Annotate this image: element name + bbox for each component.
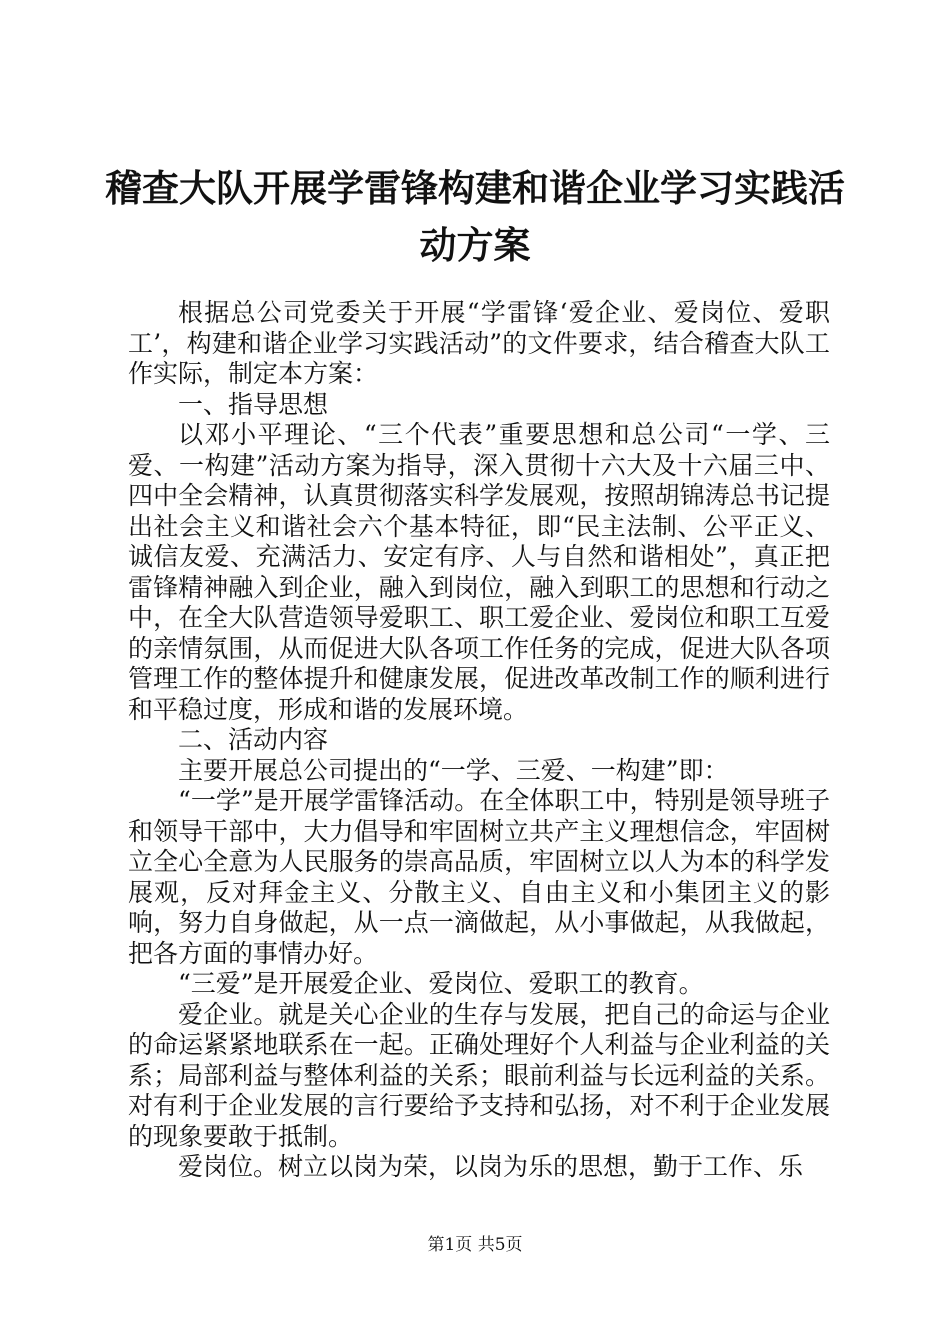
paragraph-three-loves: “三爱”是开展爱企业、爱岗位、爱职工的教育。: [178, 969, 704, 998]
paragraph-main-activities: 主要开展总公司提出的“一学、三爱、一构建”即：: [178, 755, 729, 785]
document-title: 稽查大队开展学雷锋构建和谐企业学习实践活动方案: [105, 166, 845, 267]
paragraph-love-enterprise: 爱企业。就是关心企业的生存与发展，把自己的命运与企业的命运紧紧地联系在一起。正确处理好个人利益与企业利益的关系；局部利益与整体利益的关系；眼前利益与长远利益的关系。对有利于企业发展的言行要给予支持和弘扬，对不利于企业发展的现象要敢于抵制。: [128, 999, 830, 1151]
paragraph-guiding-ideology: 以邓小平理论、“三个代表”重要思想和总公司“一学、三爱、一构建”活动方案为指导，深入贯彻十六大及十六届三中、四中全会精神，认真贯彻落实科学发展观，按照胡锦涛总书记提出社会主义和谐社会六个基本特征，即“民主法制、公平正义、诚信友爱、充满活力、安定有序、人与自然和谐相处”，真正把雷锋精神融入到企业，融入到岗位，融入到职工的思想和行动之中，在全大队营造领导爱职工、职工爱企业、爱岗位和职工互爱的亲情氛围，从而促进大队各项工作任务的完成，促进大队各项管理工作的整体提升和健康发展，促进改革改制工作的顺利进行和平稳过度，形成和谐的发展环境。: [128, 420, 830, 724]
paragraph-intro: 根据总公司党委关于开展“学雷锋‘爱企业、爱岗位、爱职工’，构建和谐企业学习实践活动”的文件要求，结合稽查大队工作实际，制定本方案：: [128, 298, 830, 388]
paragraph-love-post: 爱岗位。树立以岗为荣，以岗为乐的思想，勤于工作、乐: [178, 1152, 804, 1181]
paragraph-one-study: “一学”是开展学雷锋活动。在全体职工中，特别是领导班子和领导干部中，大力倡导和牢固树立共产主义理想信念，牢固树立全心全意为人民服务的崇高品质，牢固树立以人为本的科学发展观，反对拜金主义、分散主义、自由主义和小集团主义的影响，努力自身做起，从一点一滴做起，从小事做起，从我做起，把各方面的事情办好。: [128, 786, 830, 968]
section-heading-guiding-ideology: 一、指导思想: [178, 389, 329, 419]
section-heading-activity-content: 二、活动内容: [178, 725, 329, 754]
page-number-footer: 第1页 共5页: [427, 1235, 523, 1255]
document-body: [128, 298, 830, 1183]
